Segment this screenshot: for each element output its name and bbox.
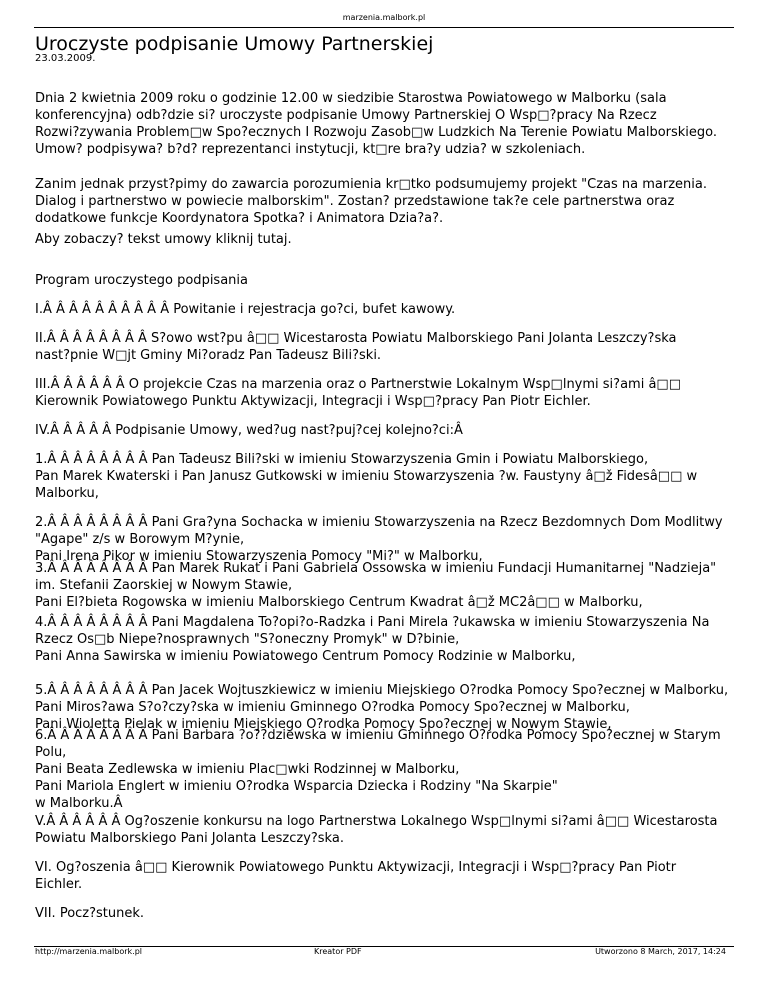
footer-created: Utworzono 8 March, 2017, 14:24 <box>595 947 726 956</box>
program-item-7: VII. Pocz?stunek. <box>35 906 145 921</box>
paragraph-intro: Dnia 2 kwietnia 2009 roku o godzinie 12.00 w siedzibie Starostwa Powiatowego w Malborku (sala konferencyjna) odb?dzie si? uroczyste podpisanie Umowy Partnerskiej O Wsp□?pracy Na Rzecz Rozwi?zywania Problem□w Spo?ecznych I Rozwoju Zasob□w Ludzkich Na Terenie Powiatu Malborskiego. Umow? podpisywa? b?d? reprezentanci instytucji, kt□re bra?y udzia? w szkoleniach. <box>35 91 718 157</box>
paragraph-agreement-link[interactable]: Aby zobaczy? tekst umowy kliknij tutaj. <box>35 232 292 247</box>
paragraph-summary: Zanim jednak przyst?pimy do zawarcia porozumienia kr□tko podsumujemy projekt "Czas na marzenia. Dialog i partnerstwo w powiecie malborskim". Zostan? przedstawione tak?e cele partnerstwa oraz dodatkowe funkcje Koordynatora Spotka? i Animatora Dzia?a?. <box>35 177 707 226</box>
signatory-group-3: 3.Â Â Â Â Â Â Â Â Pan Marek Rukat i Pani Gabriela Ossowska w imieniu Fundacji Humanitarnej "Nadzieja" im. Stefanii Zaorskiej w Nowym Stawie, Pani El?bieta Rogowska w imieniu Malborskiego Centrum Kwadrat â□ž MC2â□□ w Malborku, <box>35 561 717 610</box>
footer-generator: Kreator PDF <box>314 947 362 956</box>
article-date: 23.03.2009. <box>35 53 96 64</box>
program-item-3: III.Â Â Â Â Â Â O projekcie Czas na marzenia oraz o Partnerstwie Lokalnym Wsp□lnymi si?ami â□□ Kierownik Powiatowego Punktu Aktywizacji, Integracji i Wsp□?pracy Pan Piotr Eichler. <box>35 377 681 409</box>
header-url: marzenia.malbork.pl <box>342 13 426 22</box>
signatory-group-5: 5.Â Â Â Â Â Â Â Â Pan Jacek Wojtuszkiewicz w imieniu Miejskiego O?rodka Pomocy Spo?ecznej w Malborku, Pani Miros?awa S?o?czy?ska w imieniu Gminnego O?rodka Pomocy Spo?ecznej w Malborku, Pani Wioletta Pielak w imieniu Miejskiego O?rodka Pomocy Spo?ecznej w Nowym Stawie, <box>35 683 729 732</box>
signatory-group-6: 6.Â Â Â Â Â Â Â Â Pani Barbara ?o??dziewska w imieniu Gminnego O?rodka Pomocy Spo?ecznej w Starym Polu, Pani Beata Zedlewska w imieniu Plac□wki Rodzinnej w Malborku, Pani Mariola Englert w imieniu O?rodka Wsparcia Dziecka i Rodziny "Na Skarpie" w Malborku.Â <box>35 728 721 811</box>
header-divider <box>34 27 734 28</box>
program-item-1: I.Â Â Â Â Â Â Â Â Â Â Powitanie i rejestracja go?ci, bufet kawowy. <box>35 302 456 317</box>
program-heading: Program uroczystego podpisania <box>35 273 248 288</box>
program-item-5: V.Â Â Â Â Â Â Og?oszenie konkursu na logo Partnerstwa Lokalnego Wsp□lnymi si?ami â□□ Wicestarosta Powiatu Malborskiego Pani Jolanta Leszczy?ska. <box>35 814 718 846</box>
program-item-2: II.Â Â Â Â Â Â Â Â S?owo wst?pu â□□ Wicestarosta Powiatu Malborskiego Pani Jolanta Leszczy?ska nast?pnie W□jt Gminy Mi?oradz Pan Tadeusz Bili?ski. <box>35 331 677 363</box>
signatory-group-4: 4.Â Â Â Â Â Â Â Â Pani Magdalena To?opi?o-Radzka i Pani Mirela ?ukawska w imieniu Stowarzyszenia Na Rzecz Os□b Niepe?nosprawnych "S?oneczny Promyk" w D?binie, Pani Anna Sawirska w imieniu Powiatowego Centrum Pomocy Rodzinie w Malborku, <box>35 615 710 664</box>
program-item-6: VI. Og?oszenia â□□ Kierownik Powiatowego Punktu Aktywizacji, Integracji i Wsp□?pracy Pan Piotr Eichler. <box>35 860 677 892</box>
signatory-group-1: 1.Â Â Â Â Â Â Â Â Pan Tadeusz Bili?ski w imieniu Stowarzyszenia Gmin i Powiatu Malborskiego, Pan Marek Kwaterski i Pan Janusz Gutkowski w imieniu Stowarzyszenia ?w. Faustyny â□ž Fidesâ□□ w Malborku, <box>35 452 698 501</box>
footer-url: http://marzenia.malbork.pl <box>35 947 143 956</box>
program-item-4: IV.Â Â Â Â Â Podpisanie Umowy, wed?ug nast?puj?cej kolejno?ci:Â <box>35 423 463 438</box>
article-title: Uroczyste podpisanie Umowy Partnerskiej <box>35 33 434 55</box>
signatory-group-2: 2.Â Â Â Â Â Â Â Â Pani Gra?yna Sochacka w imieniu Stowarzyszenia na Rzecz Bezdomnych Dom Modlitwy "Agape" z/s w Borowym M?ynie, Pani Irena Pikor w imieniu Stowarzyszenia Pomocy "Mi?" w Malborku, <box>35 515 723 564</box>
